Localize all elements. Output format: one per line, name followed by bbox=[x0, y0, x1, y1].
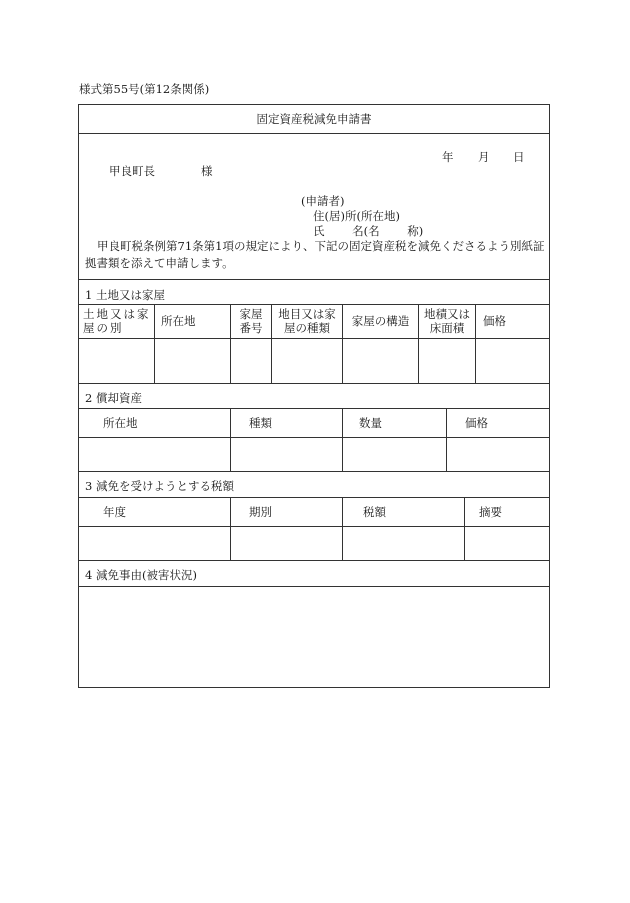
date-month: 月 bbox=[478, 150, 490, 164]
applicant-name-label: 氏 名(名 称) bbox=[313, 224, 424, 238]
applicant-address-label: 住(居)所(所在地) bbox=[313, 209, 400, 223]
col-area: 地積又は床面積 bbox=[424, 307, 470, 335]
section4-divider bbox=[79, 586, 549, 587]
col-tax-amount: 税額 bbox=[363, 504, 386, 519]
application-statement: 甲良町税条例第71条第1項の規定により、下記の固定資産税を減免くださるよう別紙証拠書類を添えて申請します。 bbox=[85, 239, 545, 270]
col-house-number: 家屋番号 bbox=[239, 307, 263, 335]
col-asset-price: 価格 bbox=[465, 415, 488, 430]
addressee-name: 甲良町長 bbox=[109, 164, 155, 178]
section3-heading: 3 減免を受けようとする税額 bbox=[85, 479, 234, 493]
col-land-or-house: 土地又は家屋の別 bbox=[83, 307, 151, 335]
col-land-category: 地目又は家屋の種類 bbox=[278, 307, 336, 335]
section3-bottom bbox=[79, 560, 549, 561]
section1-bottom bbox=[79, 383, 549, 384]
section1-heading: 1 土地又は家屋 bbox=[85, 288, 165, 302]
col-remarks: 摘要 bbox=[479, 504, 502, 519]
col-price: 価格 bbox=[483, 314, 506, 328]
application-form bbox=[78, 104, 550, 688]
col-period: 期別 bbox=[249, 504, 272, 519]
col-location: 所在地 bbox=[161, 314, 196, 328]
section4-heading: 4 減免事由(被害状況) bbox=[85, 568, 197, 582]
form-title: 固定資産税減免申請書 bbox=[256, 112, 372, 126]
section2-header-bottom bbox=[79, 437, 549, 438]
section3-header-bottom bbox=[79, 526, 549, 527]
section1-top-line bbox=[79, 279, 549, 280]
applicant-heading: (申請者) bbox=[301, 194, 345, 208]
title-divider bbox=[79, 133, 549, 134]
addressee-honorific: 様 bbox=[201, 164, 213, 178]
form-number: 様式第55号(第12条関係) bbox=[79, 82, 210, 96]
col-fiscal-year: 年度 bbox=[103, 504, 126, 519]
date-day: 日 bbox=[513, 150, 525, 164]
section2-heading: 2 償却資産 bbox=[85, 391, 142, 405]
date-year: 年 bbox=[442, 150, 454, 164]
section1-header-bottom bbox=[79, 338, 549, 339]
col-asset-location: 所在地 bbox=[103, 415, 138, 430]
col-asset-quantity: 数量 bbox=[359, 415, 382, 430]
section2-bottom bbox=[79, 471, 549, 472]
col-structure: 家屋の構造 bbox=[351, 314, 410, 328]
col-asset-type: 種類 bbox=[249, 415, 272, 430]
